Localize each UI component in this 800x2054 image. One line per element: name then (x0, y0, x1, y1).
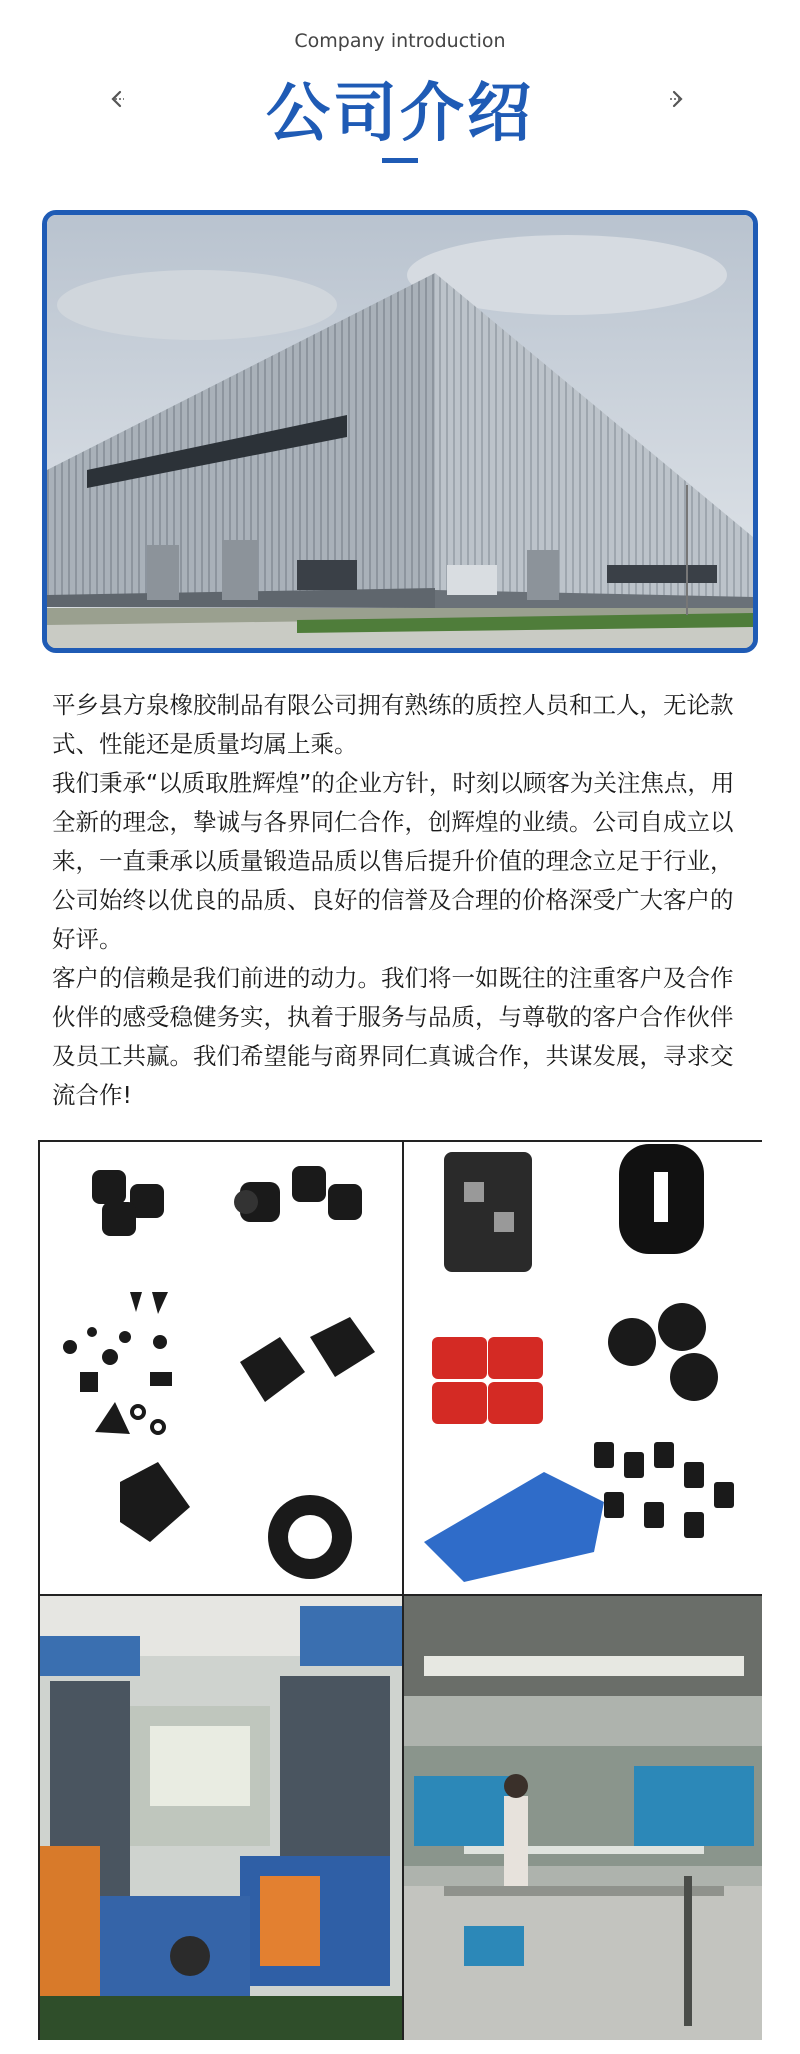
intro-paragraph-1: 平乡县方泉橡胶制品有限公司拥有熟练的质控人员和工人，无论款式、性能还是质量均属上乘。 (52, 691, 734, 758)
rubber-parts-black-photo (40, 1142, 402, 1594)
factory-photo (42, 210, 758, 653)
molding-machines-photo (40, 1596, 402, 2040)
title-underline (382, 158, 418, 163)
arrow-left-icon[interactable] (104, 86, 130, 112)
section-subtitle: Company introduction (294, 30, 506, 52)
gallery-vertical-divider (402, 1142, 404, 2038)
product-gallery (38, 1140, 762, 2040)
intro-paragraph-2: 我们秉承“以质取胜辉煌”的企业方针，时刻以顾客为关注焦点，用全新的理念，挚诚与各界同仁合作，创辉煌的业绩。公司自成立以来，一直秉承以质量锻造品质以售后提升价值的理念立足于行业，公司始终以优良的品质、良好的信誉及合理的价格深受广大客户的好评。 (52, 769, 735, 953)
header (0, 0, 800, 180)
arrow-right-icon[interactable] (664, 86, 690, 112)
rubber-parts-color-photo (404, 1142, 762, 1594)
intro-paragraph-3: 客户的信赖是我们前进的动力。我们将一如既往的注重客户及合作伙伴的感受稳健务实，执着于服务与品质，与尊敬的客户合作伙伴及员工共赢。我们希望能与商界同仁真诚合作，共谋发展，寻求交流合作! (52, 964, 734, 1109)
gallery-horizontal-divider (40, 1594, 760, 1596)
company-intro-text (52, 686, 752, 1115)
workshop-photo (404, 1596, 762, 2040)
section-title: 公司介绍 (266, 77, 534, 151)
